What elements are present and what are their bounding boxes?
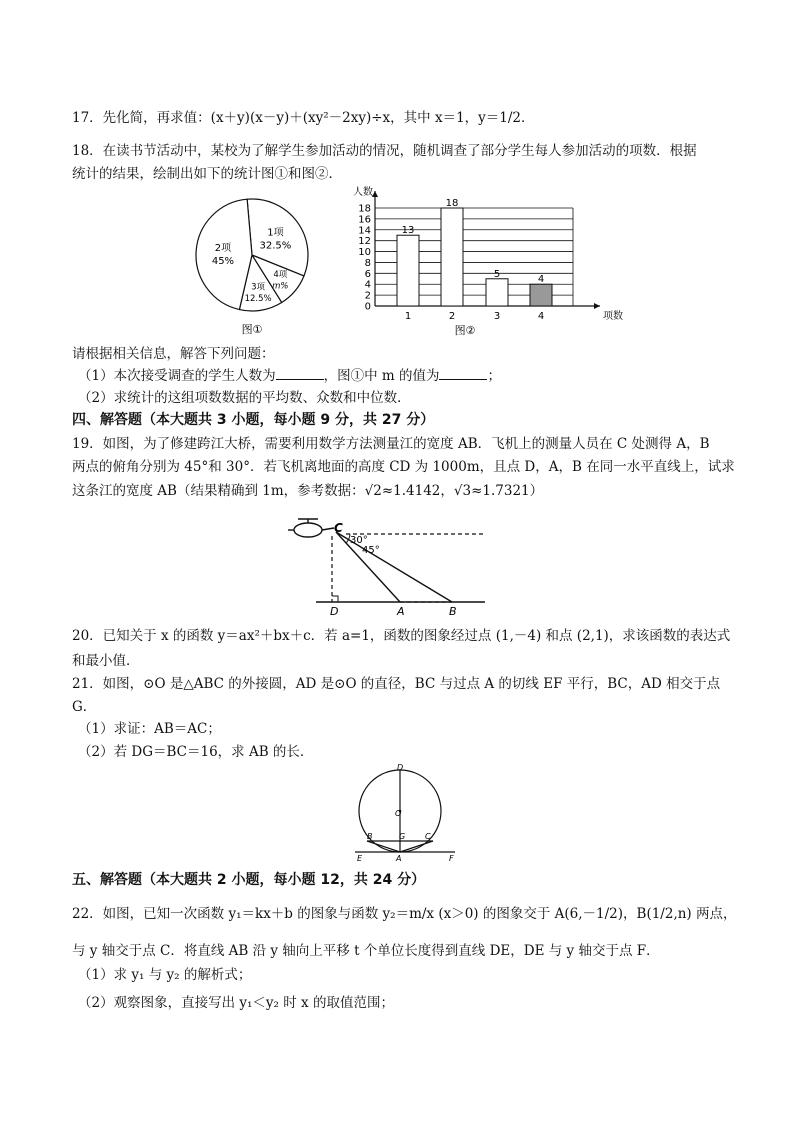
label-B: B (367, 832, 373, 841)
q20-line2: 和最小值． (72, 653, 140, 669)
q22-part2: （2）观察图象，直接写出 y₁＜y₂ 时 x 的取值范围； (78, 995, 394, 1011)
q18-prompt: 请根据相关信息，解答下列问题： (72, 346, 275, 362)
pie-label-pct-3: 45% (211, 255, 235, 267)
pie-label-name-2: 3项 (251, 282, 266, 293)
q19-line1: 19．如图，为了修建跨江大桥，需要利用数学方法测量江的宽度 AB．飞机上的测量人员在 C 处测得 A，B (72, 436, 710, 452)
q21-line1: 21．如图，⊙O 是△ABC 的外接圆，AD 是⊙O 的直径，BC 与过点 A 的切线 EF 平行，BC，AD 相交于点 (72, 676, 721, 692)
bar-data-label: 13 (401, 225, 415, 237)
pie-label-name-3: 2项 (214, 242, 232, 254)
bar-2 (441, 208, 463, 306)
bar-data-label: 5 (493, 268, 501, 280)
q18-line2: 统计的结果，绘制出如下的统计图①和图②． (72, 166, 342, 182)
bar-data-label: 4 (537, 274, 545, 286)
y-tick-label: 14 (358, 225, 371, 237)
x-axis-label: 项数 (603, 311, 623, 322)
q18-part2: （2）求统计的这组项数数据的平均数、众数和中位数． (78, 390, 411, 406)
x-tick-label: 2 (448, 311, 456, 322)
pie-label-name-1: 4项 (273, 269, 288, 280)
q21-figure (345, 762, 465, 867)
q21-part2: （2）若 DG＝BC＝16，求 AB 的长． (78, 744, 314, 760)
x-tick-label: 4 (537, 311, 545, 322)
label-O: O (395, 809, 402, 818)
y-tick-label: 12 (358, 236, 371, 248)
angle-45: 45° (362, 545, 380, 556)
x-axis-arrow (594, 303, 600, 309)
y-tick-label: 2 (364, 290, 371, 302)
pie-label-pct-0: 32.5% (259, 240, 292, 252)
pie-slice-3 (196, 199, 252, 309)
q21-part1: （1）求证：AB＝AC； (78, 721, 221, 737)
pie-slices (196, 199, 308, 311)
label-C: C (425, 832, 431, 841)
q20-line1: 20．已知关于 x 的函数 y＝ax²＋bx＋c．若 a=1，函数的图象经过点 (1,－4) 和点 (2,1)，求该函数的表达式 (72, 628, 731, 644)
x-tick-label: 1 (404, 311, 412, 322)
angle-30: 30° (350, 535, 368, 546)
q22-part1: （1）求 y₁ 与 y₂ 的解析式； (78, 967, 252, 983)
airplane-icon (288, 519, 334, 537)
section5-title: 五、解答题（本大题共 2 小题，每小题 12，共 24 分） (72, 872, 426, 888)
q18-line1: 18．在读书节活动中，某校为了解学生参加活动的情况，随机调查了部分学生每人参加活动的项数．根据 (72, 143, 697, 159)
y-tick-label: 4 (364, 279, 371, 291)
q22-line2: 与 y 轴交于点 C．将直线 AB 沿 y 轴向上平移 t 个单位长度得到直线 DE，DE 与 y 轴交于点 F． (72, 943, 660, 959)
label-C: C (334, 521, 343, 535)
pie-label-pct-2: 12.5% (244, 293, 272, 304)
bar-3 (486, 279, 508, 306)
q17-text: 17．先化简，再求值：(x＋y)(x－y)＋(xy²－2xy)÷x，其中 x＝1，y＝1/2． (72, 110, 535, 126)
y-tick-label: 8 (364, 257, 371, 269)
x-tick-label: 3 (493, 311, 501, 322)
q19-line3: 这条江的宽度 AB（结果精确到 1m，参考数据：√2≈1.4142，√3≈1.7321） (72, 483, 544, 499)
pie-chart (180, 188, 320, 338)
label-E: E (357, 854, 363, 863)
q18-part1-c: ； (487, 368, 501, 384)
label-D: D (330, 605, 339, 618)
q19-figure (280, 510, 495, 620)
bar-4 (530, 284, 552, 306)
label-B: B (449, 605, 457, 618)
pie-label-name-0: 1项 (267, 227, 284, 239)
pie-caption: 图① (241, 323, 263, 336)
y-tick-label: 18 (358, 203, 371, 215)
bar-data-label: 18 (445, 198, 459, 209)
q21-line2: G． (72, 699, 97, 715)
q19-line2: 两点的俯角分别为 45°和 30°．若飞机离地面的高度 CD 为 1000m，且点 D，A，B 在同一水平直线上，试求 (72, 459, 735, 475)
y-tick-label: 10 (358, 247, 371, 259)
label-A: A (396, 854, 402, 863)
label-G: G (399, 832, 406, 841)
y-tick-label: 16 (358, 214, 371, 226)
bar-chart (345, 185, 623, 340)
bar-1 (397, 235, 419, 306)
y-tick-label: 0 (364, 301, 371, 313)
q22-line1: 22．如图，已知一次函数 y₁＝kx＋b 的图象与函数 y₂＝m/x (x＞0) 的图象交于 A(6,－1/2)，B(1/2,n) 两点， (72, 906, 737, 922)
section4-title: 四、解答题（本大题共 3 小题，每小题 9 分，共 27 分） (72, 412, 435, 428)
label-F: F (449, 854, 454, 863)
answer-blank-1[interactable] (276, 367, 324, 380)
answer-blank-2[interactable] (439, 367, 487, 380)
y-axis-label: 人数 (353, 187, 373, 198)
y-tick-label: 6 (364, 268, 371, 280)
pie-label-pct-1: m% (272, 281, 289, 292)
bar-caption: 图② (454, 324, 476, 337)
label-D: D (397, 763, 404, 772)
q18-part1-a: （1）本次接受调查的学生人数为 (78, 368, 276, 384)
label-A: A (397, 605, 405, 618)
q18-part1 (78, 366, 501, 386)
q18-part1-b: ，图①中 m 的值为 (323, 368, 440, 384)
